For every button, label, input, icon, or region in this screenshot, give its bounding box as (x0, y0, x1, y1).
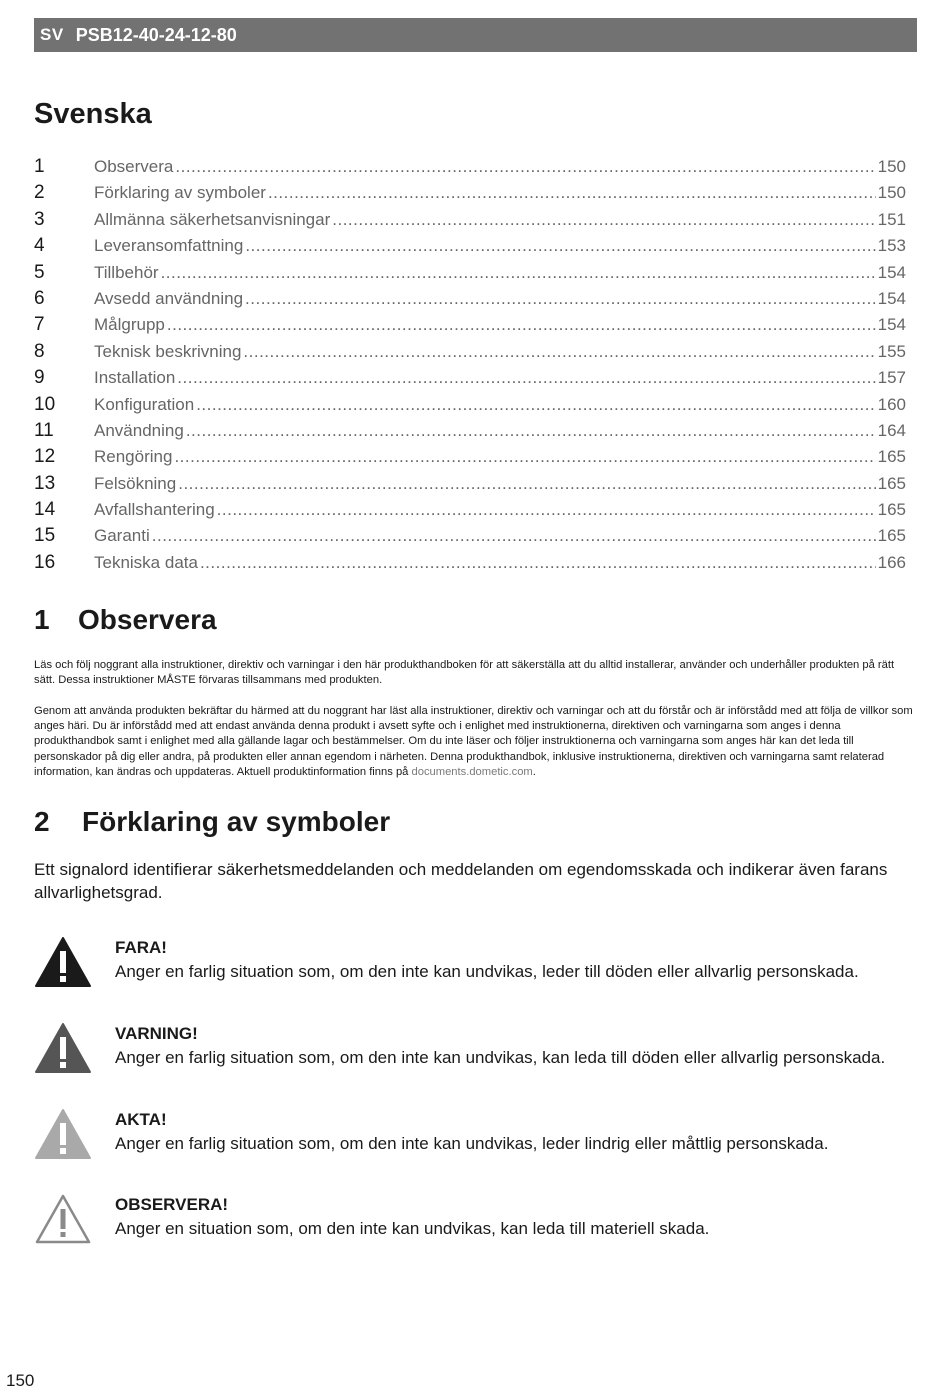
toc-entry-title: Observera (94, 154, 175, 180)
toc-entry[interactable] (34, 365, 906, 391)
toc-leader-dots (186, 418, 876, 444)
toc-leader-dots (200, 550, 876, 576)
toc-entry-title: Leveransomfattning (94, 233, 245, 259)
toc-entry[interactable] (34, 444, 906, 470)
toc-leader-dots (196, 392, 875, 418)
toc-entry-number: 1 (34, 156, 45, 177)
toc-entry-number: 12 (34, 446, 56, 468)
toc-entry[interactable] (34, 207, 906, 233)
toc-entry-number: 14 (34, 499, 56, 521)
toc-leader-dots (332, 207, 875, 233)
toc-leader-dots (177, 365, 875, 391)
signal-desc-warning: Anger en farlig situation som, om den inte kan undvikas, kan leda till döden eller allvarlig personskada. (115, 1048, 886, 1067)
header-bar (34, 18, 917, 52)
toc-entry[interactable] (34, 523, 906, 549)
section-1-paragraph-2-text: Genom att använda produkten bekräftar du härmed att du noggrant har läst alla instruktioner, direktiv och varningar och att du förstår och är införstådd med att följa de villkor som anges häri. Du är införstådd med att endast använda denna produkt i avsett syfte och i enlighet med instruktionerna, direktiven och varningarna som anges i denna produkthandbok samt i enlighet med alla gällande lagar och bestämmelser. Om du inte läser och följer instruktionerna och varningarna som anges här kan det leda till personskador på dig eller andra, på produkten eller annan egendom i närheten. Denna produkthandbok, inklusive instruktionerna, direktiven och varningarna samt relaterad information, kan ändras och uppdateras. Aktuell produktinformation finns på (34, 705, 913, 778)
toc-entry-page: 165 (877, 473, 906, 493)
language-code: SV (40, 25, 64, 44)
toc-entry-number: 13 (34, 472, 56, 494)
toc-entry[interactable] (34, 260, 906, 286)
toc-entry-number: 10 (34, 393, 56, 415)
toc-leader-dots (175, 154, 875, 180)
toc-entry-number: 3 (34, 208, 45, 230)
toc-entry-number: 9 (34, 367, 45, 389)
toc-entry-title: Målgrupp (94, 312, 167, 338)
toc-entry-page: 165 (877, 500, 906, 520)
toc-entry[interactable] (34, 418, 906, 444)
toc-entry-page: 157 (877, 368, 906, 388)
toc-entry-number: 16 (34, 551, 56, 573)
section-1-paragraph-2-end: . (532, 765, 536, 778)
toc-entry-title: Installation (94, 365, 177, 391)
toc-entry[interactable] (34, 312, 906, 338)
toc-leader-dots (167, 312, 876, 338)
section-1-title: Observera (78, 604, 217, 635)
toc-entry-page: 166 (877, 552, 906, 572)
toc-entry-page: 153 (877, 236, 906, 256)
section-2-number: 2 (34, 806, 50, 837)
section-1-paragraph-1: Läs och följ noggrant alla instruktioner, direktiv och varningar i den här produkthandboken för att säkerställa att du alltid installerar, använder och underhåller produkten på rätt sätt. Dessa instruktioner MÅSTE förvaras tillsammans med produkten. (34, 659, 895, 687)
toc-entry-page: 164 (877, 420, 906, 440)
caution-icon (34, 1108, 92, 1160)
toc-entry-number: 2 (34, 182, 45, 204)
toc-leader-dots (174, 444, 875, 470)
toc-leader-dots (243, 339, 875, 365)
toc-entry-page: 165 (877, 526, 906, 546)
notice-icon (34, 1193, 92, 1245)
danger-icon (34, 936, 92, 988)
model-number: PSB12-40-24-12-80 (75, 24, 237, 45)
toc-entry-number: 7 (34, 314, 45, 336)
toc-entry-title: Konfiguration (94, 392, 196, 418)
signal-word-danger: FARA! (115, 938, 167, 957)
toc-entry[interactable] (34, 497, 906, 523)
toc-entry-number: 6 (34, 287, 45, 309)
toc-entry-number: 5 (34, 261, 45, 283)
toc-entry[interactable] (34, 286, 906, 312)
toc-entry[interactable] (34, 392, 906, 418)
toc-entry-page: 155 (877, 341, 906, 361)
toc-leader-dots (217, 497, 876, 523)
toc-leader-dots (268, 180, 876, 206)
section-2-title: Förklaring av symboler (82, 806, 391, 837)
documents-link[interactable]: documents.dometic.com (411, 765, 533, 778)
toc-entry-page: 150 (877, 157, 906, 176)
toc-entry-number: 15 (34, 525, 56, 547)
toc-entry-number: 8 (34, 340, 45, 362)
toc-entry-page: 154 (877, 262, 906, 282)
toc-entry-number: 11 (34, 419, 54, 441)
signal-desc-notice: Anger en situation som, om den inte kan undvikas, kan leda till materiell skada. (115, 1219, 710, 1238)
toc-entry-title: Användning (94, 418, 186, 444)
warning-icon (34, 1022, 92, 1074)
toc-entry-title: Felsökning (94, 471, 178, 497)
toc-leader-dots (245, 286, 876, 312)
signal-desc-danger: Anger en farlig situation som, om den inte kan undvikas, leder till döden eller allvarlig personskada. (115, 962, 859, 981)
toc-entry-title: Teknisk beskrivning (94, 339, 243, 365)
page-number: 150 (6, 1371, 35, 1390)
signal-word-caution: AKTA! (115, 1110, 167, 1129)
toc-leader-dots (161, 260, 876, 286)
page-title: Svenska (34, 98, 152, 130)
section-2-heading (34, 806, 390, 838)
toc-entry-title: Avfallshantering (94, 497, 217, 523)
toc-entry-title: Förklaring av symboler (94, 180, 268, 206)
toc-entry[interactable] (34, 154, 906, 180)
toc-entry[interactable] (34, 471, 906, 497)
signal-word-notice: OBSERVERA! (115, 1195, 229, 1214)
toc-entry-page: 150 (877, 183, 906, 203)
signal-word-warning: VARNING! (115, 1024, 198, 1043)
section-1-heading (34, 604, 217, 636)
toc-entry-title: Tekniska data (94, 550, 200, 576)
toc-entry-title: Tillbehör (94, 260, 161, 286)
toc-entry-title: Avsedd användning (94, 286, 245, 312)
toc-entry[interactable] (34, 180, 906, 206)
toc-entry[interactable] (34, 550, 906, 576)
toc-entry-page: 165 (877, 447, 906, 467)
signal-desc-caution: Anger en farlig situation som, om den inte kan undvikas, leder lindrig eller måttlig personskada. (115, 1134, 829, 1153)
toc-leader-dots (152, 523, 876, 549)
toc-entry-number: 4 (34, 235, 45, 257)
toc-entry-title: Allmänna säkerhetsanvisningar (94, 207, 332, 233)
signal-caution (34, 1108, 914, 1172)
toc-leader-dots (178, 471, 875, 497)
table-of-contents (34, 154, 906, 576)
toc-entry-page: 151 (877, 209, 906, 229)
toc-leader-dots (245, 233, 875, 259)
toc-entry-page: 154 (877, 288, 906, 308)
signal-notice (34, 1193, 914, 1257)
toc-entry-page: 160 (877, 394, 906, 414)
toc-entry-title: Garanti (94, 523, 152, 549)
toc-entry[interactable] (34, 339, 906, 365)
toc-entry-page: 154 (877, 315, 906, 335)
signal-warning (34, 1022, 914, 1086)
section-1-paragraph-2 (34, 704, 918, 780)
toc-entry[interactable] (34, 233, 906, 259)
section-2-intro: Ett signalord identifierar säkerhetsmeddelanden och meddelanden om egendomsskada och indikerar även farans allvarlighetsgrad. (34, 860, 888, 902)
toc-entry-title: Rengöring (94, 444, 174, 470)
signal-danger (34, 936, 914, 1000)
section-1-number: 1 (34, 604, 50, 635)
